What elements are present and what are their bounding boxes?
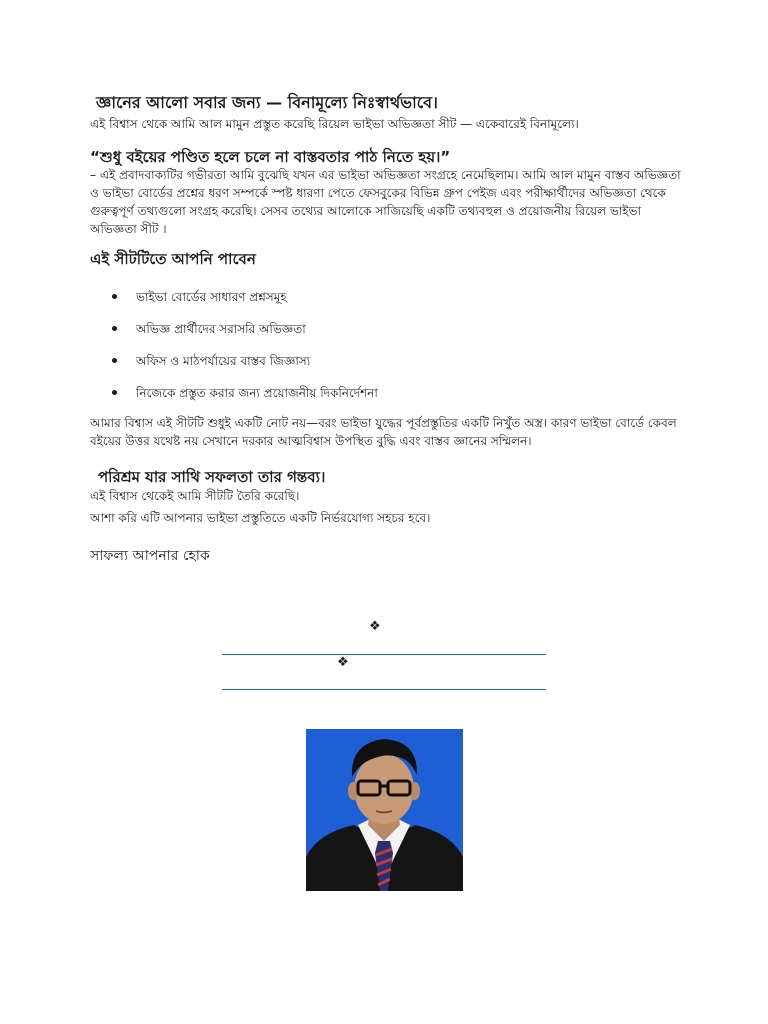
list-item <box>110 288 378 320</box>
list-item-label: নিজেকে প্রস্তুত করার জন্য প্রয়োজনীয় দিকনির্দেশনা <box>136 386 378 400</box>
divider-line <box>222 689 546 690</box>
main-heading: জ্ঞানের আলো সবার জন্য — বিনামূল্যে নিঃস্বার্থভাবে। <box>96 93 438 112</box>
list-item-label: ভাইভা বোর্ডের সাধারণ প্রশ্নসমূহ <box>136 290 287 304</box>
bullet-icon <box>112 390 117 395</box>
closing-line-1: এই বিশ্বাস থেকেই আমি সীটটি তৈরি করেছি। <box>90 489 300 503</box>
belief-paragraph: আমার বিশ্বাস এই সীটটি শুধুই একটি নোট নয়—বরং ভাইভা যুদ্ধের পূর্বপ্রস্তুতির একটি নিখুঁত অস্ত্র। কারণ ভাইভা বোর্ডে কেবল বইয়ের উত্তর যথেষ্ট নয় সেখানে দরকার আত্মবিশ্বাস উপস্থিত বুদ্ধি এবং বাস্তব জ্ঞানের সম্মিলন। <box>90 416 677 448</box>
secondary-heading: পরিশ্রম যার সাথি সফলতা তার গন্তব্য। <box>98 468 326 486</box>
list-item <box>110 352 378 384</box>
feature-list <box>110 288 378 416</box>
diamond-ornament-icon: ❖ <box>369 619 381 634</box>
list-item <box>110 384 378 416</box>
author-portrait-photo <box>306 729 463 891</box>
bullet-icon <box>112 294 117 299</box>
quote-heading: “শুধু বইয়ের পণ্ডিত হলে চলে না বাস্তবতার পাঠ নিতে হয়।” <box>90 148 451 166</box>
section-heading: এই সীটটিতে আপনি পাবেন <box>90 250 256 268</box>
list-item-label: অভিজ্ঞ প্রার্থীদের সরাসরি অভিজ্ঞতা <box>136 322 306 336</box>
quote-paragraph: – এই প্রবাদবাক্যটির গভীরতা আমি বুঝেছি যখন এর ভাইভা অভিজ্ঞতা সংগ্রহে নেমেছিলাম। আমি আল মামুন বাস্তব অভিজ্ঞতা ও ভাইভা বোর্ডের প্রশ্নের ধরণ সম্পর্কে স্পষ্ট ধারণা পেতে ফেসবুকের বিভিন্ন গ্রুপ পেইজ এবং পরীক্ষার্থীদের অভিজ্ঞতা থেকে গুরুত্বপূর্ণ তথ্যগুলো সংগ্রহ করেছি। সেসব তথ্যের আলোকে সাজিয়েছি একটি তথ্যবহুল ও প্রয়োজনীয় রিয়েল ভাইভা অভিজ্ঞতা সীট । <box>90 168 681 236</box>
bullet-icon <box>112 358 117 363</box>
list-item <box>110 320 378 352</box>
list-item-label: অফিস ও মাঠপর্যায়ের বাস্তব জিজ্ঞাস্য <box>136 354 311 368</box>
sign-off: সাফল্য আপনার হোক <box>90 548 210 564</box>
divider-line <box>222 654 546 655</box>
intro-line: এই বিশ্বাস থেকে আমি আল মামুন প্রস্তুত করেছি রিয়েল ভাইভা অভিজ্ঞতা সীট — একেবারেই বিনামূল্যে। <box>90 117 579 131</box>
portrait-illustration <box>306 729 463 891</box>
diamond-ornament-icon: ❖ <box>337 655 349 670</box>
closing-line-2: আশা করি এটি আপনার ভাইভা প্রস্তুতিতে একটি নির্ভরযোগ্য সহচর হবে। <box>90 511 431 525</box>
bullet-icon <box>112 326 117 331</box>
